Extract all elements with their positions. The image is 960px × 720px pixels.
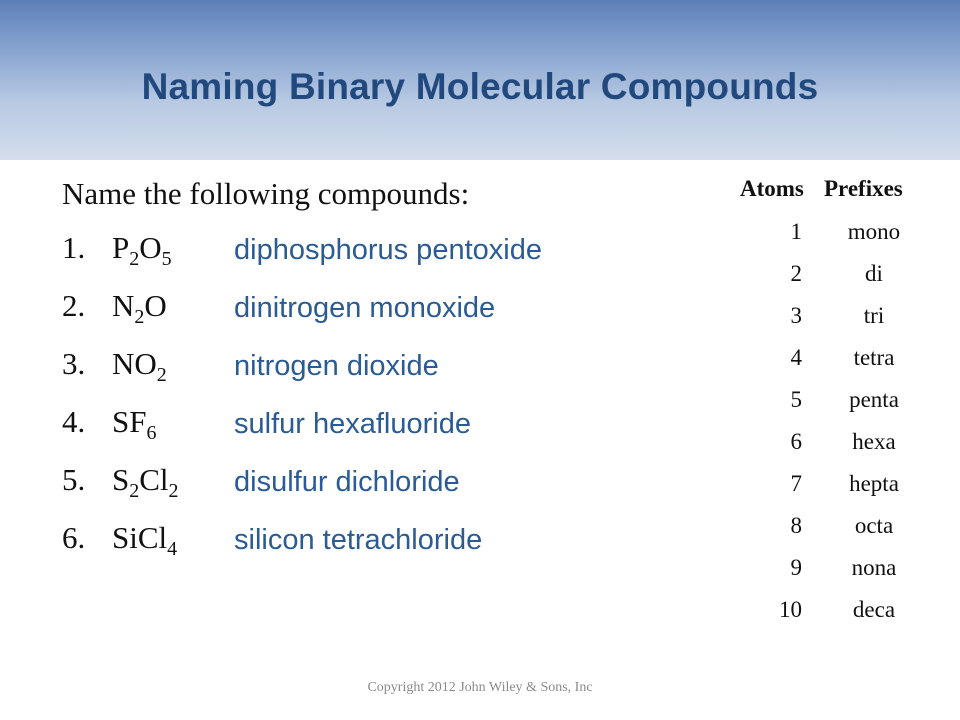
formula-subscript: 2 xyxy=(156,364,167,386)
formula-subscript: 2 xyxy=(129,248,140,270)
compound-number: 1. xyxy=(62,230,86,265)
atom-count: 1 xyxy=(790,219,802,244)
compound-number: 2. xyxy=(62,288,86,323)
prefix-row xyxy=(732,464,956,506)
compound-formula xyxy=(112,462,179,502)
prefix-value: deca xyxy=(852,597,896,622)
formula-subscript: 2 xyxy=(134,306,145,328)
formula-subscript: 2 xyxy=(168,480,179,502)
formula-subscript: 2 xyxy=(129,480,140,502)
prefix-table xyxy=(732,176,956,632)
atoms-header: Atoms xyxy=(740,176,804,201)
compound-name-answer: nitrogen dioxide xyxy=(234,350,439,382)
prefix-row xyxy=(732,254,956,296)
slide-title: Naming Binary Molecular Compounds xyxy=(141,66,819,107)
formula-element: O xyxy=(144,288,167,323)
prompt-text: Name the following compounds: xyxy=(62,176,470,211)
atom-count: 4 xyxy=(790,345,802,370)
compound-name-answer: silicon tetrachloride xyxy=(234,524,483,556)
prefix-value: penta xyxy=(849,387,899,412)
compound-number: 4. xyxy=(62,404,86,439)
prefix-row xyxy=(732,338,956,380)
prefixes-header: Prefixes xyxy=(824,176,903,201)
atom-count: 7 xyxy=(790,471,802,496)
compound-formula xyxy=(112,404,157,444)
prefix-row xyxy=(732,212,956,254)
prefix-row xyxy=(732,590,956,632)
prefix-value: nona xyxy=(851,555,897,580)
formula-element: P xyxy=(112,230,130,265)
formula-element: SF xyxy=(112,404,147,439)
prefix-value: octa xyxy=(854,513,894,538)
formula-subscript: 6 xyxy=(146,422,157,444)
atom-count: 3 xyxy=(790,303,802,328)
prefix-row xyxy=(732,380,956,422)
prefix-row xyxy=(732,422,956,464)
formula-element: O xyxy=(139,230,162,265)
atom-count: 5 xyxy=(790,387,802,412)
formula-subscript: 5 xyxy=(161,248,172,270)
prefix-value: di xyxy=(865,261,883,286)
atom-count: 2 xyxy=(790,261,802,286)
atom-count: 10 xyxy=(779,597,802,622)
prefix-row xyxy=(732,548,956,590)
compound-formula xyxy=(112,520,178,560)
prefix-table-header xyxy=(732,176,956,212)
formula-element: SiCl xyxy=(112,520,168,555)
copyright-notice: Copyright 2012 John Wiley & Sons, Inc xyxy=(367,680,593,695)
compound-number: 5. xyxy=(62,462,86,497)
prefix-row xyxy=(732,296,956,338)
atom-count: 8 xyxy=(790,513,802,538)
compound-formula xyxy=(112,346,167,386)
prefix-value: hexa xyxy=(852,429,896,454)
formula-subscript: 4 xyxy=(167,538,178,560)
compound-row xyxy=(62,230,622,286)
compound-formula xyxy=(112,288,167,328)
compound-name-answer: diphosphorus pentoxide xyxy=(234,234,542,266)
compound-name-answer: dinitrogen monoxide xyxy=(234,292,496,324)
formula-element: NO xyxy=(112,346,157,381)
prefix-rows xyxy=(732,212,956,632)
formula-element: Cl xyxy=(139,462,169,497)
prefix-value: tetra xyxy=(853,345,895,370)
atom-count: 9 xyxy=(790,555,802,580)
compound-name-answer: sulfur hexafluoride xyxy=(234,408,471,440)
compound-row xyxy=(62,404,622,460)
prefix-value: hepta xyxy=(849,471,899,496)
prefix-value: tri xyxy=(863,303,885,328)
compound-row xyxy=(62,462,622,518)
atom-count: 6 xyxy=(790,429,802,454)
formula-element: S xyxy=(112,462,130,497)
compound-row xyxy=(62,346,622,402)
compound-number: 3. xyxy=(62,346,86,381)
compound-row xyxy=(62,520,622,576)
compound-number: 6. xyxy=(62,520,86,555)
compound-name-answer: disulfur dichloride xyxy=(234,466,460,498)
compound-row xyxy=(62,288,622,344)
compound-formula xyxy=(112,230,172,270)
prefix-value: mono xyxy=(847,219,901,244)
prefix-row xyxy=(732,506,956,548)
formula-element: N xyxy=(112,288,135,323)
